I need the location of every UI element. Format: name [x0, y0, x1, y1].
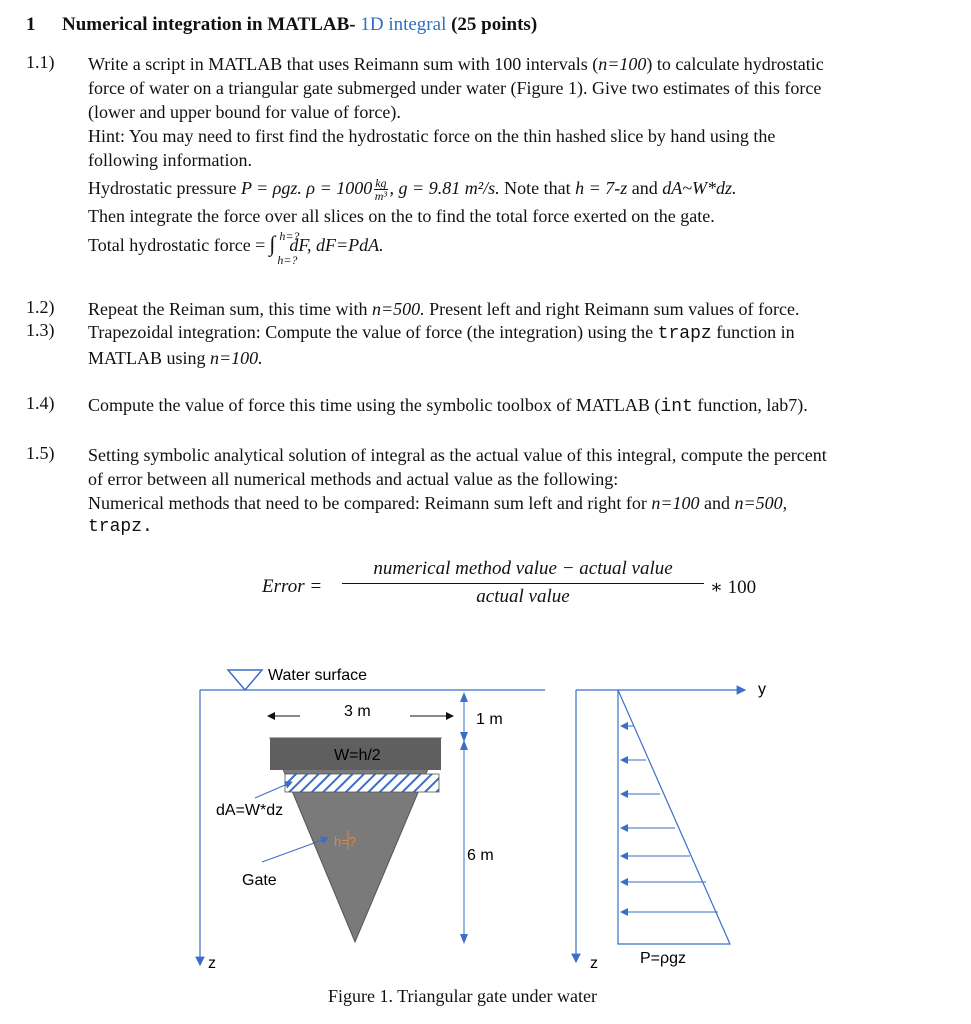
pressure-label: Hydrostatic pressure — [88, 178, 237, 198]
error-denominator: actual value — [476, 586, 570, 607]
integral-upper-limit: h=? — [279, 229, 300, 244]
and-word: and — [631, 178, 658, 198]
trapz-code: trapz — [657, 324, 712, 344]
question-number-1-3: 1.3) — [26, 320, 55, 340]
q1-1-n-value: n=100 — [598, 54, 647, 74]
q1-1-line4: Hint: You may need to first find the hydrostatic force on the thin hashed slice by hand using the — [88, 126, 776, 146]
depth-arrow-mid-up — [460, 740, 468, 750]
q1-1-line5: following information. — [88, 150, 252, 170]
da-label: dA=W*dz — [216, 802, 284, 819]
section-number: 1 — [26, 14, 36, 35]
q1-2-text-start: Repeat the Reiman sum, this time with — [88, 299, 368, 319]
depth-top-label: 1 m — [476, 711, 503, 728]
section-heading — [26, 14, 537, 36]
integral-sign: ∫ h=? h=? — [269, 232, 275, 256]
total-force-label: Total hydrostatic force = — [88, 235, 266, 256]
gate-label: Gate — [242, 872, 277, 889]
q1-1-line7: Then integrate the force over all slices on the to find the total force exerted on the gate. — [88, 206, 715, 227]
question-1-5 — [88, 443, 938, 539]
q1-1-line3: (lower and upper bound for value of force). — [88, 102, 401, 122]
question-number-1-5: 1.5) — [26, 443, 55, 463]
q1-2-text-end: Present left and right Reimann sum values of force. — [429, 299, 800, 319]
question-number-1-4: 1.4) — [26, 393, 55, 413]
q1-1-line1 — [88, 52, 938, 76]
q1-3-text-start: Trapezoidal integration: Compute the value of force (the integration) using the — [88, 322, 654, 342]
error-numerator: numerical method value − actual value — [373, 558, 673, 579]
question-1-3 — [88, 320, 938, 370]
error-lhs: Error = — [262, 576, 323, 597]
triangular-gate-figure — [0, 650, 971, 980]
h-equation: h = 7-z — [575, 178, 628, 198]
gravity-equation: , g = 9.81 m²/s. — [389, 178, 500, 198]
unit-denominator: m³ — [374, 189, 388, 204]
da-equation: dA~W*dz. — [662, 178, 737, 198]
h-label: h=? — [334, 834, 357, 849]
figure-caption: Figure 1. Triangular gate under water — [328, 986, 597, 1006]
q1-1-total-line — [88, 229, 938, 268]
water-surface-label: Water surface — [268, 667, 367, 684]
unit-numerator: kg — [375, 176, 387, 191]
pressure-label: P=ρgz — [640, 950, 687, 967]
error-fraction-bar — [342, 583, 704, 584]
pressure-distribution — [618, 690, 730, 944]
q1-4-text-start: Compute the value of force this time using the symbolic toolbox of MATLAB ( — [88, 395, 661, 415]
y-axis-label: y — [758, 681, 766, 698]
q1-5-trapz-code: trapz. — [88, 517, 153, 537]
depth-arrow-bottom — [460, 934, 468, 944]
q1-5-line2: of error between all numerical methods and actual value as the following: — [88, 469, 619, 489]
q1-5-n2: n=500, — [734, 493, 788, 513]
q1-3-text-end: function in — [716, 322, 795, 342]
water-surface-symbol — [228, 670, 262, 690]
gate-depth-label: 6 m — [467, 847, 494, 864]
q1-1-pressure-line — [88, 176, 938, 202]
top-width-label: 3 m — [344, 703, 371, 720]
integral-lower-limit: h=? — [277, 253, 298, 268]
q1-4-text-end: function, lab7). — [697, 395, 808, 415]
question-1-1 — [88, 52, 938, 268]
int-code: int — [660, 397, 693, 417]
density-unit-fraction — [374, 177, 387, 202]
question-1-4 — [88, 393, 938, 419]
q1-3-n-value: n=100. — [210, 348, 263, 368]
pressure-equation: P = ρgz. ρ = 1000 — [240, 178, 373, 198]
question-1-2 — [88, 297, 938, 321]
left-z-label: z — [208, 955, 216, 972]
q1-1-line1-text: Write a script in MATLAB that uses Reimann sum with 100 intervals ( — [88, 54, 599, 74]
error-rhs: ∗ 100 — [710, 577, 757, 598]
q1-5-line3-start: Numerical methods that need to be compared: Reimann sum left and right for — [88, 493, 647, 513]
total-force-equation: dF, dF=PdA. — [289, 235, 384, 256]
q1-1-line1-end: ) to calculate hydrostatic — [646, 54, 824, 74]
width-equation-label: W=h/2 — [334, 747, 381, 764]
right-z-label: z — [590, 955, 598, 972]
heading-title-blue: 1D integral — [360, 14, 447, 35]
q1-5-line1: Setting symbolic analytical solution of integral as the actual value of this integral, compute the percent — [88, 445, 827, 465]
heading-title-start: Numerical integration in MATLAB- — [62, 14, 356, 35]
note-start: Note that — [504, 178, 571, 198]
heading-title-end: (25 points) — [451, 14, 538, 35]
hatched-slice — [285, 774, 439, 792]
question-number-1-1: 1.1) — [26, 52, 55, 72]
q1-1-line2: force of water on a triangular gate submerged under water (Figure 1). Give two estimates of this force — [88, 78, 822, 98]
question-number-1-2: 1.2) — [26, 297, 55, 317]
q1-3-line2-start: MATLAB using — [88, 348, 206, 368]
depth-arrow-top — [460, 692, 468, 702]
q1-2-n-value: n=500. — [371, 299, 425, 319]
q1-5-and: and — [704, 493, 730, 513]
q1-5-n1: n=100 — [651, 493, 700, 513]
